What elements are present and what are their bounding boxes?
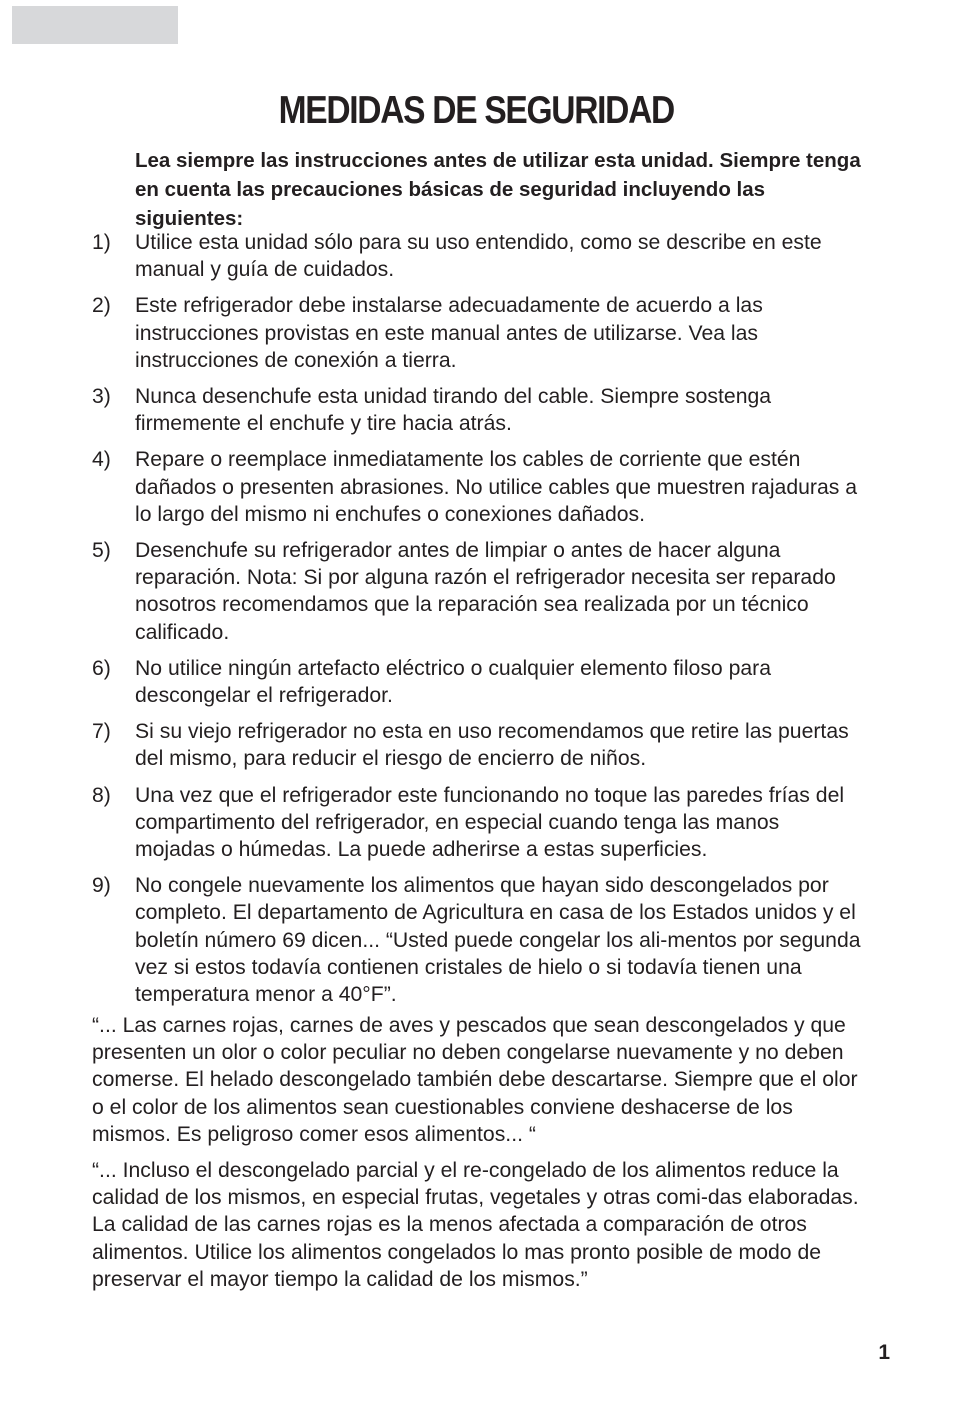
quote-paragraph: “... Las carnes rojas, carnes de aves y pescados que sean descongelados y que presenten un olor o color peculiar no deben congelarse nuevamente y no deben comerse. El helado descongelado también debe descartarse. Siempre que el olor o el color de los alimentos sean cuestionables conviene deshacerse de los mismos. Es peligroso comer esos alimentos... “ <box>92 1014 858 1146</box>
rule-text: Desenchufe su refrigerador antes de limpiar o antes de hacer alguna reparación. Nota: Si por alguna razón el refrigerador necesita ser reparado nosotros recomendamos que la reparación sea realizada por un técnico calificado. <box>135 539 836 644</box>
page-title: MEDIDAS DE SEGURIDAD <box>278 89 674 132</box>
rule-number: 7) <box>92 720 111 744</box>
rule-number: 9) <box>92 874 111 898</box>
safety-rules-list <box>92 229 862 1017</box>
rule-number: 5) <box>92 539 111 563</box>
list-item <box>92 782 862 864</box>
rule-text: Una vez que el refrigerador este funcionando no toque las paredes frías del compartimento del refrigerador, en especial cuando tenga las manos mojadas o húmedas. La puede adherirse a estas superficies. <box>135 783 845 862</box>
rule-number: 1) <box>92 231 111 254</box>
rule-text: Este refrigerador debe instalarse adecuadamente de acuerdo a las instrucciones provistas en este manual antes de utilizarse. Vea las instrucciones de conexión a tierra. <box>135 294 763 372</box>
list-item <box>92 718 862 772</box>
list-item <box>92 872 862 1008</box>
rule-text: Repare o reemplace inmediatamente los cables de corriente que estén dañados o presenten abrasiones. No utilice cables que muestren rajaduras a lo largo del mismo ni enchufes o conexiones dañados. <box>135 448 857 526</box>
rule-text: No utilice ningún artefacto eléctrico o cualquier elemento filoso para descongelar el refrigerador. <box>135 656 771 708</box>
page-number: 1 <box>878 1341 890 1364</box>
rule-number: 6) <box>92 656 111 680</box>
list-item <box>92 446 862 528</box>
list-item <box>92 292 862 374</box>
list-item <box>92 229 862 283</box>
rule-text: Si su viejo refrigerador no esta en uso recomendamos que retire las puertas del mismo, para reducir el riesgo de encierro de niños. <box>135 720 849 771</box>
list-item <box>92 537 862 646</box>
list-item <box>92 655 862 709</box>
rule-text: No congele nuevamente los alimentos que hayan sido descongelados por completo. El departamento de Agricultura en casa de los Estados unidos y el boletín número 69 dicen... “Usted puede congelar los ali-mentos por segunda vez si estos todavía contienen cristales de hielo o si todavía tienen una temperatura menor a 40°F”. <box>135 874 861 1007</box>
intro-text: Lea siempre las instrucciones antes de utilizar esta unidad. Siempre tenga en cuenta las precauciones básicas de seguridad incluyendo las siguientes: <box>135 149 861 230</box>
rule-number: 3) <box>92 385 111 409</box>
rule-number: 8) <box>92 783 111 807</box>
list-item <box>92 383 862 437</box>
rule-text: Nunca desenchufe esta unidad tirando del cable. Siempre sostenga firmemente el enchufe y tire hacia atrás. <box>135 385 772 436</box>
rule-text: Utilice esta unidad sólo para su uso entendido, como se describe en este manual y guía de cuidados. <box>135 231 822 282</box>
rule-number: 4) <box>92 448 111 472</box>
quote-paragraph: “... Incluso el descongelado parcial y el re-congelado de los alimentos reduce la calidad de los mismos, en especial frutas, vegetales y otras comi-das elaboradas. La calidad de las carnes rojas es la menos afectada a comparación de otros alimentos. Utilice los alimentos congelados lo mas pronto posible de modo de preservar el mayor tiempo la calidad de los mismos.” <box>92 1159 859 1291</box>
header-tab <box>12 6 178 44</box>
quotes-section <box>92 1012 862 1302</box>
rule-number: 2) <box>92 294 111 318</box>
